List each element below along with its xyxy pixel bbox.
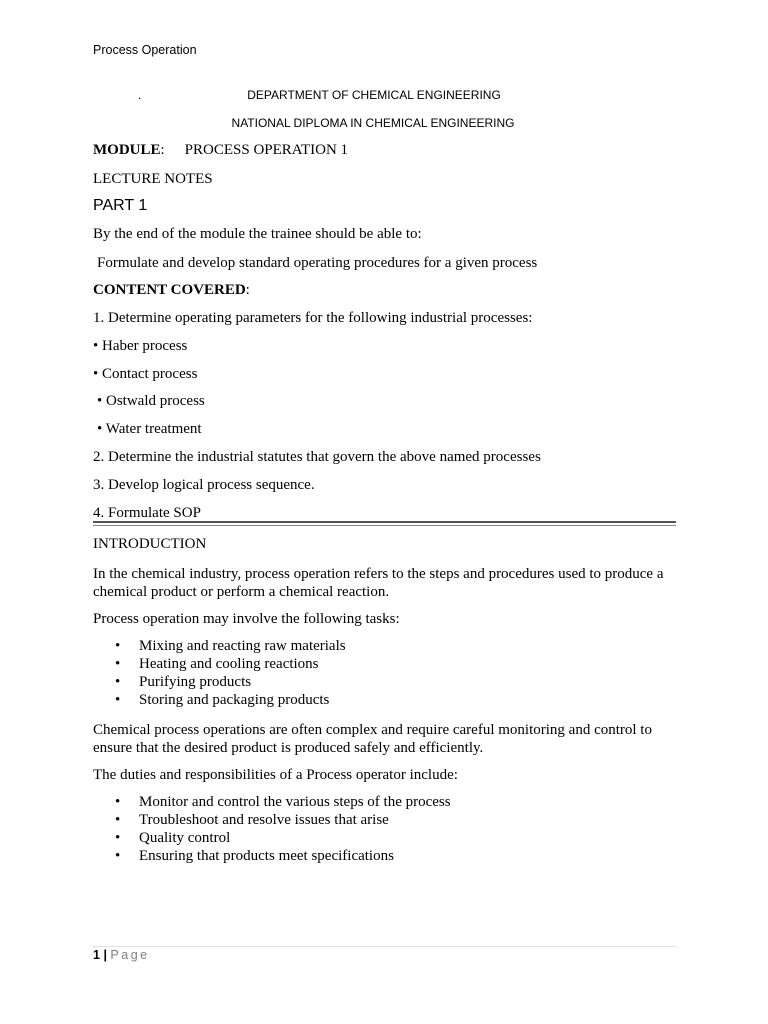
bullet-icon: • <box>93 338 99 354</box>
process-item-label: Haber process <box>102 338 188 354</box>
process-item-haber <box>93 338 187 355</box>
bullet-icon: • <box>97 421 103 437</box>
page-number: 1 <box>93 948 100 962</box>
bullet-icon: • <box>97 393 103 409</box>
list-item: • Troubleshoot and resolve issues that arise <box>93 811 451 829</box>
process-item-label: Ostwald process <box>106 393 205 409</box>
module-label: MODULE <box>93 142 161 158</box>
list-item: • Heating and cooling reactions <box>93 655 346 673</box>
process-item-contact <box>93 366 197 383</box>
duties-list <box>93 793 451 865</box>
intro-paragraph-2: Process operation may involve the following tasks: <box>93 611 400 627</box>
introduction-heading: INTRODUCTION <box>93 536 207 552</box>
content-item-4: 4. Formulate SOP <box>93 505 201 521</box>
section-divider <box>93 521 676 523</box>
content-item-1: 1. Determine operating parameters for the following industrial processes: <box>93 310 533 326</box>
department-title: DEPARTMENT OF CHEMICAL ENGINEERING <box>247 88 501 102</box>
intro-paragraph-1: In the chemical industry, process operation refers to the steps and procedures used to produce a chemical product or perform a chemical reaction. <box>93 566 664 600</box>
intro-paragraph-3: Chemical process operations are often complex and require careful monitoring and control to ensure that the desired product is produced safely and efficiently. <box>93 722 652 756</box>
page-header: Process Operation <box>93 43 197 57</box>
module-line <box>93 142 348 159</box>
content-covered-label: CONTENT COVERED <box>93 282 246 298</box>
title-dot: . <box>138 88 142 102</box>
module-colon: : <box>160 142 165 158</box>
list-item: • Purifying products <box>93 673 346 691</box>
objective-intro: By the end of the module the trainee should be able to: <box>93 226 422 242</box>
list-item: • Storing and packaging products <box>93 691 346 709</box>
section-divider-thin <box>93 525 676 526</box>
process-item-label: Contact process <box>102 366 198 382</box>
process-item-ostwald <box>97 393 205 410</box>
process-item-label: Water treatment <box>105 421 202 437</box>
list-item: • Mixing and reacting raw materials <box>93 637 346 655</box>
page-footer <box>93 948 150 962</box>
intro-paragraph-4: The duties and responsibilities of a Process operator include: <box>93 767 458 783</box>
tasks-list <box>93 637 346 709</box>
content-covered <box>93 282 250 299</box>
objective: Formulate and develop standard operating procedures for a given process <box>97 255 538 271</box>
process-item-water <box>97 421 202 438</box>
list-item: • Ensuring that products meet specifications <box>93 847 451 865</box>
list-item: • Quality control <box>93 829 451 847</box>
diploma-title: NATIONAL DIPLOMA IN CHEMICAL ENGINEERING <box>231 116 515 130</box>
footer-separator: | <box>103 948 107 962</box>
page-label: Page <box>110 948 150 962</box>
content-item-3: 3. Develop logical process sequence. <box>93 477 315 493</box>
module-value: PROCESS OPERATION 1 <box>184 142 349 158</box>
content-item-2: 2. Determine the industrial statutes that govern the above named processes <box>93 449 541 465</box>
content-covered-colon: : <box>245 282 250 298</box>
footer-divider <box>93 946 676 947</box>
part-heading: PART 1 <box>93 197 148 214</box>
list-item: • Monitor and control the various steps of the process <box>93 793 451 811</box>
bullet-icon: • <box>93 366 99 382</box>
lecture-notes: LECTURE NOTES <box>93 171 213 187</box>
